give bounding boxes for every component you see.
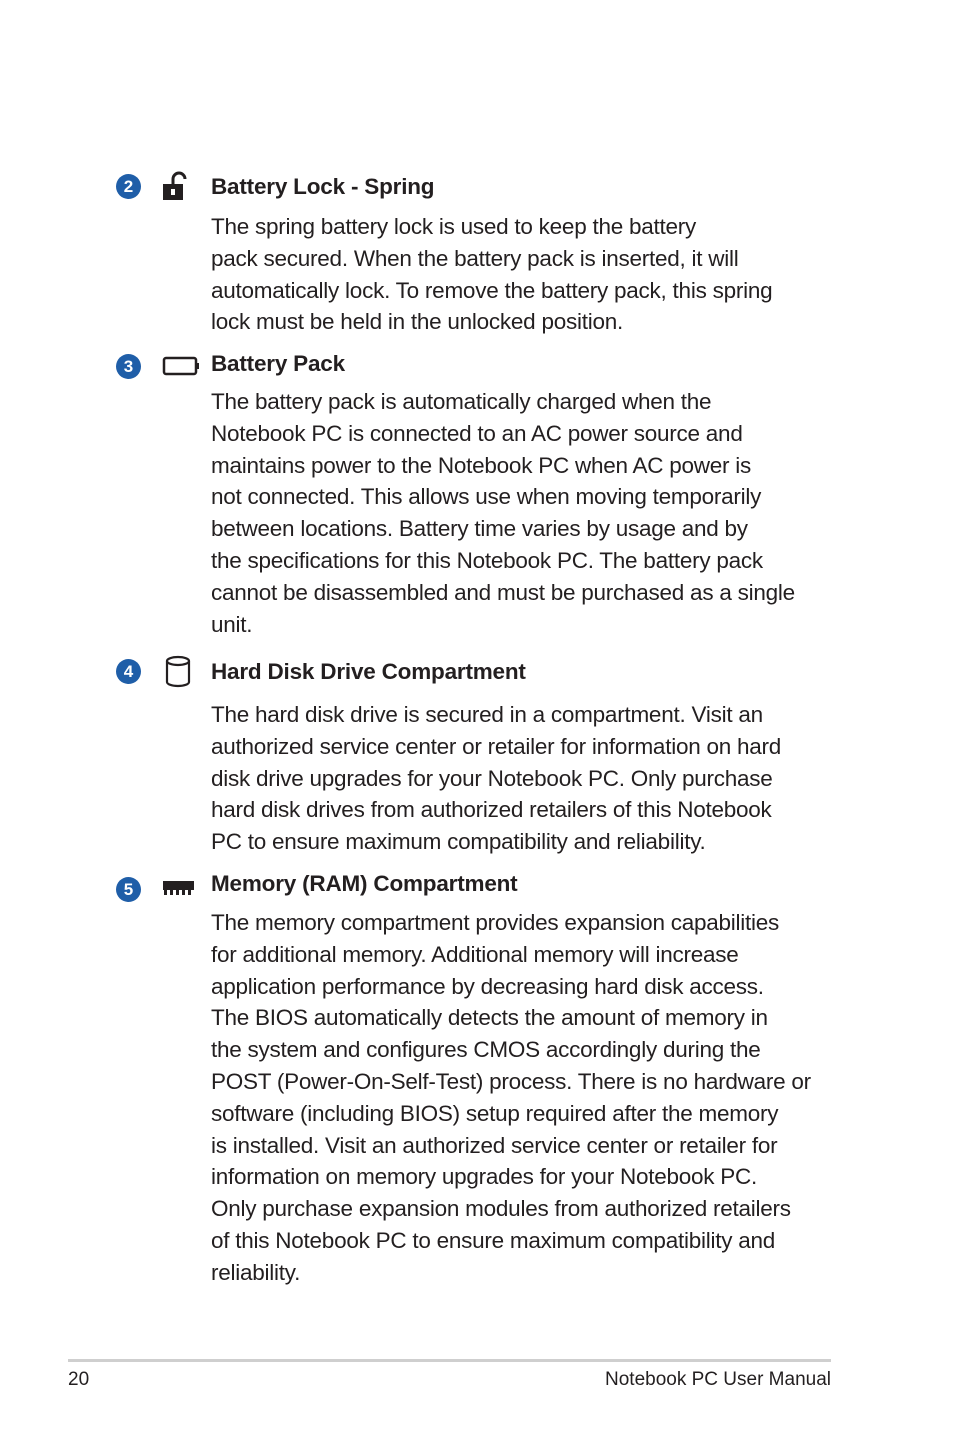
section-description xyxy=(211,699,851,858)
description-line: between locations. Battery time varies by usage and by xyxy=(211,516,748,542)
description-line: The BIOS automatically detects the amount of memory in xyxy=(211,1005,768,1031)
description-line: hard disk drives from authorized retailers of this Notebook xyxy=(211,797,772,823)
description-line: authorized service center or retailer for information on hard xyxy=(211,733,782,759)
description-line: automatically lock. To remove the battery pack, this spring xyxy=(211,277,773,303)
section-number-badge: 3 xyxy=(116,354,141,379)
page-number: 20 xyxy=(68,1369,90,1390)
description-line: unit. xyxy=(211,611,253,637)
description-line: for additional memory. Additional memory will increase xyxy=(211,941,739,967)
section-description xyxy=(211,907,851,1289)
battery-icon xyxy=(160,355,202,389)
footer-divider xyxy=(68,1359,831,1362)
description-line: disk drive upgrades for your Notebook PC. Only purchase xyxy=(211,765,773,791)
description-line: Notebook PC is connected to an AC power source and xyxy=(211,420,743,446)
description-line: the system and configures CMOS accordingly during the xyxy=(211,1037,761,1063)
section-title: Battery Pack xyxy=(211,351,345,376)
section-number-badge: 5 xyxy=(116,877,141,902)
description-line: Only purchase expansion modules from authorized retailers xyxy=(211,1196,791,1222)
manual-title: Notebook PC User Manual xyxy=(605,1369,831,1390)
description-line: The battery pack is automatically charged when the xyxy=(211,389,712,414)
memory-module-icon xyxy=(160,879,202,913)
description-line: The memory compartment provides expansion capabilities xyxy=(211,910,780,935)
description-line: maintains power to the Notebook PC when AC power is xyxy=(211,452,752,478)
section-title: Hard Disk Drive Compartment xyxy=(211,659,526,684)
description-line: reliability. xyxy=(211,1259,301,1285)
description-line: of this Notebook PC to ensure maximum compatibility and xyxy=(211,1227,776,1253)
description-line: PC to ensure maximum compatibility and reliability. xyxy=(211,829,706,855)
section-title: Battery Lock - Spring xyxy=(211,174,435,199)
hard-disk-icon xyxy=(160,654,202,688)
description-line: software (including BIOS) setup required after the memory xyxy=(211,1100,779,1126)
description-line: information on memory upgrades for your Notebook PC. xyxy=(211,1164,758,1190)
description-line: POST (Power-On-Self-Test) process. There is no hardware or xyxy=(211,1068,811,1094)
description-line: cannot be disassembled and must be purchased as a single xyxy=(211,579,795,605)
description-line: The spring battery lock is used to keep the battery xyxy=(211,214,697,239)
description-line: the specifications for this Notebook PC. The battery pack xyxy=(211,547,763,573)
description-line: pack secured. When the battery pack is inserted, it will xyxy=(211,245,739,271)
section-number-badge: 2 xyxy=(116,174,141,199)
description-line: is installed. Visit an authorized service center or retailer for xyxy=(211,1132,778,1158)
lock-open-icon xyxy=(160,170,202,204)
description-line: not connected. This allows use when moving temporarily xyxy=(211,484,762,510)
section-description xyxy=(211,211,851,338)
description-line: lock must be held in the unlocked position. xyxy=(211,309,624,335)
section-title: Memory (RAM) Compartment xyxy=(211,871,518,896)
section-number-badge: 4 xyxy=(116,659,141,684)
description-line: The hard disk drive is secured in a compartment. Visit an xyxy=(211,702,763,727)
description-line: application performance by decreasing hard disk access. xyxy=(211,973,764,999)
section-description xyxy=(211,386,851,640)
